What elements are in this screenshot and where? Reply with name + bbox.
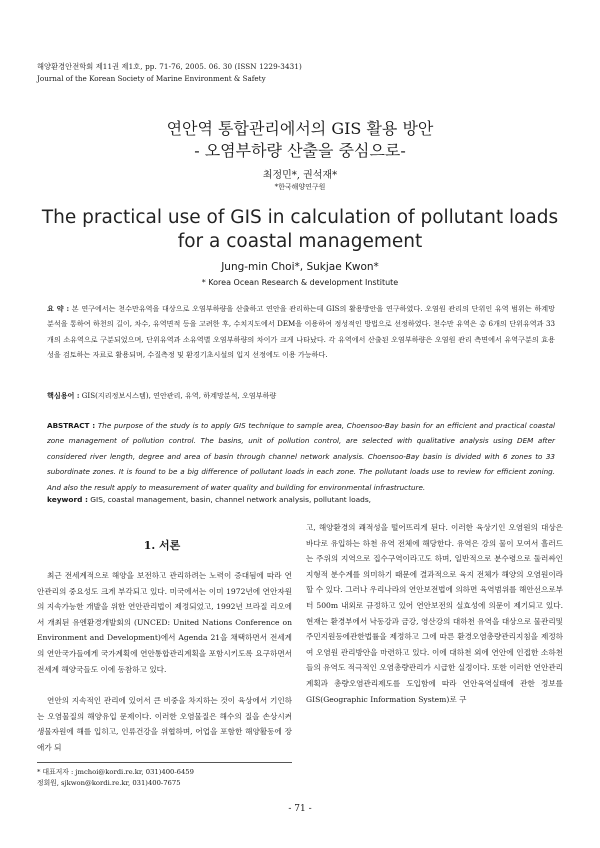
english-title-line1: The practical use of GIS in calculation of pollutant loads	[41, 207, 559, 228]
korean-abstract-text: 본 연구에서는 천수만유역을 대상으로 오염부하량을 산출하고 연안을 관리하는데 GIS의 활용방안을 연구하였다. 오염원 관리의 단위인 유역 범위는 하계망 분석을 통하여 하천의 길이, 차수, 유역면적 등을 고려한 후, 수치지도에서 DEM을 이용하여 정성적인 방법으로 선정하였다. 천수만 유역은 총 6개의 단위유역과 33개의 소유역으로 구분되었으며, 단위유역과 소유역별 오염부하량의 차이가 크게 나타났다. 각 유역에서 산출된 오염부하량은 오염원 관리 측면에서 유역구분의 효용성을 검토하는 자료로 활용되며, 수질측정 및 환경기초시설의 입지 선정에도 이용 가능하다.	[47, 304, 556, 359]
korean-affiliation: *한국해양연구원	[274, 183, 326, 191]
english-title-line2: for a coastal management	[177, 231, 423, 252]
intro-paragraph-1: 최근 전세계적으로 해양을 보전하고 관리하려는 노력이 증대됨에 따라 연안관리의 중요성도 크게 부각되고 있다. 미국에서는 이미 1972년에 연안자원의 지속가능한 개발을 위한 연안관리법이 제정되었고, 1992년 브라질 리오에서 개최된 유엔환경개발회의 (UNCED: United Nations Conference on Environment and Development)에서 Agenda 21을 채택하면서 전세계의 연안국가들에게 국가계획에 연안통합관리계획을 포함시키도록 요구하면서 전세계 해양국들도 이에 동참하고 있다.	[37, 571, 292, 674]
korean-keywords-label: 핵심용어 :	[47, 391, 80, 400]
korean-title	[0, 118, 600, 162]
english-abstract-text: The purpose of the study is to apply GIS technique to sample area, Choensoo-Bay basin for an efficient and practical coastal zone management of pollution control. The basins, unit of pollution control, are selected with qualitative analysis using DEM after considered river length, degree and area of basin through channel network analysis. Choensoo-Bay basin is divided with 6 zones to 33 subordinate zones. It is found to be a big difference of pollutant loads in each zone. The pollutant loads use to review for efficient zoning. And also the result apply to measurement of water quality and building for environmental infrastructure.	[47, 421, 555, 492]
korean-title-line1: 연안역 통합관리에서의 GIS 활용 방안	[166, 119, 434, 138]
intro-paragraph-2: 연안의 지속적인 관리에 있어서 큰 비중을 차지하는 것이 육상에서 기인하는 오염물질의 해양유입 문제이다. 이러한 오염물질은 해수의 질을 손상시켜 생물자원에 해를 입히고, 인류건강을 위협하며, 어업을 포함한 해양활동에 장애가 되	[37, 696, 292, 752]
right-column	[306, 520, 563, 707]
korean-abstract-label: 요 약 :	[47, 304, 70, 313]
footnote-corresponding-author: * 대표저자 : jmchoi@kordi.re.kr, 031)400-6459	[37, 768, 194, 776]
korean-keywords	[47, 391, 555, 401]
journal-citation: 해양환경안전학회 제11권 제1호, pp. 71-76, 2005. 06. 30 (ISSN 1229-3431)	[37, 62, 302, 71]
footnote-member: 정회원, sjkwon@kordi.re.kr, 031)400-7675	[37, 779, 181, 787]
english-authors: Jung-min Choi*, Sukjae Kwon*	[221, 261, 379, 273]
english-keywords-text: GIS, coastal management, basin, channel network analysis, pollutant loads,	[90, 495, 372, 504]
journal-name: Journal of the Korean Society of Marine Environment & Safety	[37, 74, 266, 83]
english-abstract	[47, 418, 555, 495]
left-column	[37, 568, 292, 756]
english-title	[0, 206, 600, 254]
korean-authors: 최정민*, 권석재*	[262, 170, 338, 181]
english-affiliation: * Korea Ocean Research & development Institute	[201, 278, 399, 287]
korean-keywords-text: GIS(지리정보시스템), 연안관리, 유역, 하계망분석, 오염부하량	[81, 391, 277, 400]
english-abstract-label: ABSTRACT :	[47, 421, 96, 430]
english-keywords	[47, 495, 555, 504]
footnote-divider	[37, 762, 292, 763]
section-heading-introduction: 1. 서론	[143, 539, 181, 552]
intro-paragraph-continued: 고, 해양환경의 쾌적성을 떨어뜨리게 된다. 이러한 육상기인 오염원의 대상은 바다로 유입하는 하천 유역 전체에 해당한다. 유역은 강의 물이 모여서 흘러드는 주위의 지역으로 집수구역이라고도 하며, 일반적으로 분수령으로 둘러싸인 지형적 분수계를 의미하기 때문에 결과적으로 육지 전체가 해양의 오염원이라 할 수 있다. 그러나 우리나라의 연안보전법에 의하면 육역범위를 해안선으로부터 500m 내외로 규정하고 있어 연안보전의 실효성에 의문이 제기되고 있다. 현재는 환경부에서 낙동강과 금강, 영산강의 대하천 유역을 대상으로 물관리및주민지원등에관한법률을 제정하고 그에 따른 환경오염총량관리지침을 제정하여 오염원 관리방안을 마련하고 있다. 이에 대하천 외에 연안에 인접한 소하천들의 유역도 적극적인 오염총량관리가 시급한 실정이다. 또한 이러한 연안관리계획과 총량오염관리제도를 도입함에 따라 연안육역실태에 관한 정보를 GIS(Geographic Information System)로 구	[306, 523, 563, 704]
english-keywords-label: keyword :	[47, 495, 88, 504]
korean-subtitle: - 오염부하량 산출을 중심으로-	[194, 141, 406, 160]
page-number: - 71 -	[288, 804, 312, 814]
footnote	[37, 767, 194, 789]
korean-abstract	[47, 301, 555, 362]
